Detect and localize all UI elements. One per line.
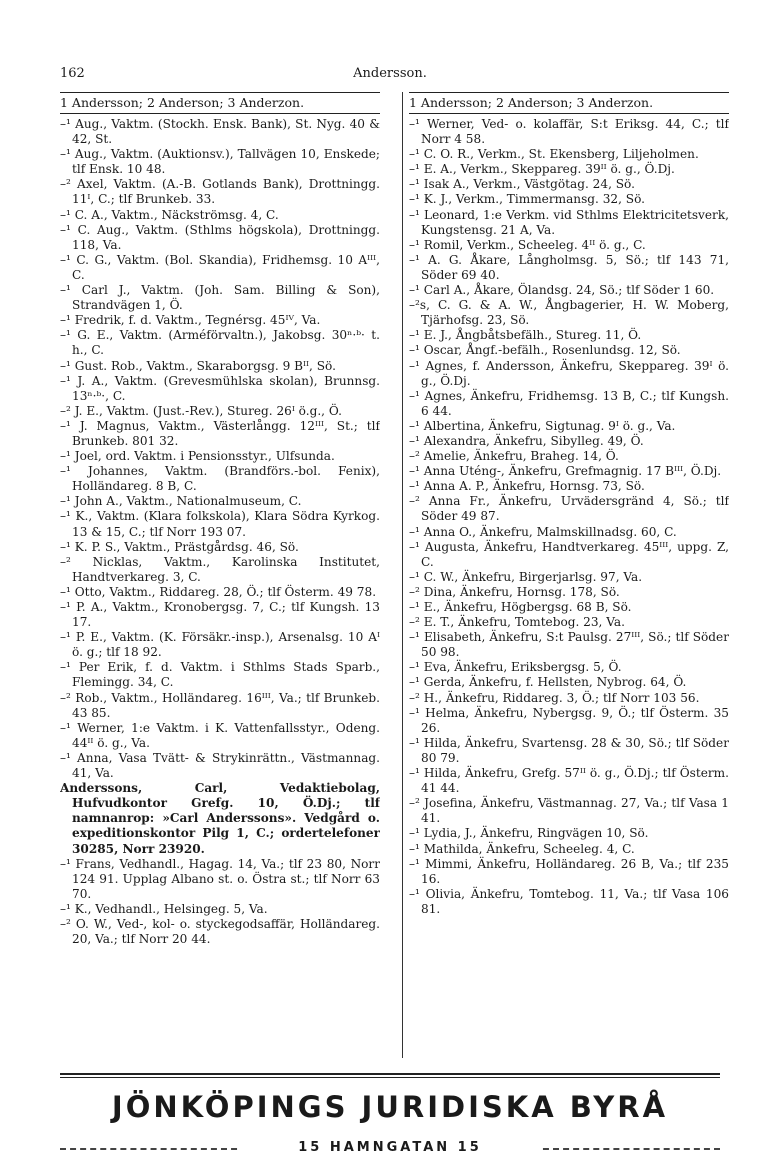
directory-entry: –² Rob., Vaktm., Holländareg. 16ᴵᴵᴵ, Va.; tlf Brunkeb. 43 85. <box>60 690 380 720</box>
page-number: 162 <box>60 66 85 81</box>
directory-entry: –¹ Gust. Rob., Vaktm., Skaraborgsg. 9 Bᴵᴵ, Sö. <box>60 358 336 373</box>
directory-entry: –¹ K. P. S., Vaktm., Prästgårdsg. 46, Sö. <box>60 539 299 554</box>
footer-rule-top <box>60 1073 720 1075</box>
directory-entry: –¹ C. Aug., Vaktm. (Sthlms högskola), Drottningg. 118, Va. <box>60 222 380 252</box>
left-column-heading: 1 Andersson; 2 Anderson; 3 Anderzon. <box>60 92 380 114</box>
directory-entry: –¹ C. G., Vaktm. (Bol. Skandia), Fridhemsg. 10 Aᴵᴵᴵ, C. <box>60 252 380 282</box>
directory-entry: –² Axel, Vaktm. (A.-B. Gotlands Bank), Drottningg. 11ᴵ, C.; tlf Brunkeb. 33. <box>60 177 380 207</box>
directory-entry: –¹ C. O. R., Verkm., St. Ekensberg, Liljeholmen. <box>409 147 699 162</box>
directory-entry: –¹ C. W., Änkefru, Birgerjarlsg. 97, Va. <box>409 569 643 584</box>
directory-entry: –¹ Eva, Änkefru, Eriksbergsg. 5, Ö. <box>409 660 622 675</box>
directory-entry: –¹ Per Erik, f. d. Vaktm. i Sthlms Stads Sparb., Flemingg. 34, C. <box>60 660 380 690</box>
directory-entry: –¹ Agnes, Änkefru, Fridhemsg. 13 B, C.; tlf Kungsh. 6 44. <box>409 388 729 418</box>
directory-entry: –² Josefina, Änkefru, Västmannag. 27, Va.; tlf Vasa 1 41. <box>409 796 729 826</box>
directory-entry: –¹ Joel, ord. Vaktm. i Pensionsstyr., Ulfsunda. <box>60 449 335 464</box>
directory-entry: –¹ Anna A. P., Änkefru, Hornsg. 73, Sö. <box>409 479 645 494</box>
footer-rule-thin <box>60 1077 720 1078</box>
directory-entry: –²s, C. G. & A. W., Ångbagerier, H. W. Moberg, Tjärhofsg. 23, Sö. <box>409 298 729 328</box>
page-title: Andersson. <box>353 66 427 81</box>
right-column <box>409 92 729 1058</box>
advertisement-address: 15 HAMNGATAN 15 <box>240 1140 540 1155</box>
directory-entry: –¹ Werner, 1:e Vaktm. i K. Vattenfallsstyr., Odeng. 44ᴵᴵ ö. g., Va. <box>60 720 380 750</box>
directory-entry: –¹ J. Magnus, Vaktm., Västerlångg. 12ᴵᴵᴵ, St.; tlf Brunkeb. 801 32. <box>60 418 380 448</box>
directory-entry: –¹ K. J., Verkm., Timmermansg. 32, Sö. <box>409 192 645 207</box>
directory-entry: –¹ John A., Vaktm., Nationalmuseum, C. <box>60 494 302 509</box>
directory-entry: –¹ K., Vaktm. (Klara folkskola), Klara Södra Kyrkog. 13 & 15, C.; tlf Norr 193 07. <box>60 509 380 539</box>
directory-entry: –¹ Augusta, Änkefru, Handtverkareg. 45ᴵᴵᴵ, uppg. Z, C. <box>409 539 729 569</box>
directory-entry: –² E. T., Änkefru, Tomtebog. 23, Va. <box>409 615 625 630</box>
right-column-heading: 1 Andersson; 2 Anderson; 3 Anderzon. <box>409 92 729 114</box>
advertisement-title: JÖNKÖPINGS JURIDISKA BYRÅ <box>111 1090 669 1124</box>
directory-entry: –¹ Mimmi, Änkefru, Holländareg. 26 B, Va.; tlf 235 16. <box>409 856 729 886</box>
directory-entry: –¹ Carl J., Vaktm. (Joh. Sam. Billing & Son), Strandvägen 1, Ö. <box>60 283 380 313</box>
directory-entry: –¹ Olivia, Änkefru, Tomtebog. 11, Va.; tlf Vasa 106 81. <box>409 886 729 916</box>
directory-entry: –¹ G. E., Vaktm. (Arméförvaltn.), Jakobsg. 30ⁿ·ᵇ· t. h., C. <box>60 328 380 358</box>
directory-entry: –¹ Oscar, Ångf.-befälh., Rosenlundsg. 12, Sö. <box>409 343 681 358</box>
column-divider <box>402 92 403 1058</box>
directory-entry: –¹ Hilda, Änkefru, Grefg. 57ᴵᴵ ö. g., Ö.Dj.; tlf Österm. 41 44. <box>409 766 729 796</box>
directory-entry: –¹ Agnes, f. Andersson, Änkefru, Skeppareg. 39ᴵ ö. g., Ö.Dj. <box>409 358 729 388</box>
directory-entry: –¹ Romil, Verkm., Scheeleg. 4ᴵᴵ ö. g., C. <box>409 237 646 252</box>
directory-entry: –¹ Fredrik, f. d. Vaktm., Tegnérsg. 45ᴵⱽ, Va. <box>60 313 321 328</box>
directory-entry: –¹ E. A., Verkm., Skeppareg. 39ᴵᴵ ö. g., Ö.Dj. <box>409 162 675 177</box>
directory-entry: –² H., Änkefru, Riddareg. 3, Ö.; tlf Norr 103 56. <box>409 690 700 705</box>
directory-entry: –¹ Gerda, Änkefru, f. Hellsten, Nybrog. 64, Ö. <box>409 675 687 690</box>
directory-entry: –¹ Elisabeth, Änkefru, S:t Paulsg. 27ᴵᴵᴵ, Sö.; tlf Söder 50 98. <box>409 630 729 660</box>
directory-entry: –¹ Hilda, Änkefru, Svartensg. 28 & 30, Sö.; tlf Söder 80 79. <box>409 735 729 765</box>
directory-entry: –¹ Johannes, Vaktm. (Brandförs.-bol. Fenix), Holländareg. 8 B, C. <box>60 464 380 494</box>
directory-entry: –¹ Werner, Ved- o. kolaffär, S:t Eriksg. 44, C.; tlf Norr 4 58. <box>409 117 729 147</box>
directory-entry: –² Nicklas, Vaktm., Karolinska Institutet, Handtverkareg. 3, C. <box>60 554 380 584</box>
directory-entry: –¹ Mathilda, Änkefru, Scheeleg. 4, C. <box>409 841 635 856</box>
directory-entry: –¹ Anna Uténg-, Änkefru, Grefmagnig. 17 Bᴵᴵᴵ, Ö.Dj. <box>409 464 722 479</box>
directory-entry: –¹ Aug., Vaktm. (Auktionsv.), Tallvägen 10, Enskede; tlf Ensk. 10 48. <box>60 147 380 177</box>
directory-entry: –² Amelie, Änkefru, Braheg. 14, Ö. <box>409 449 619 464</box>
directory-entry: –¹ Albertina, Änkefru, Sigtunag. 9ᴵ ö. g., Va. <box>409 418 676 433</box>
directory-entry: –¹ P. E., Vaktm. (K. Försäkr.-insp.), Arsenalsg. 10 Aᴵ ö. g.; tlf 18 92. <box>60 630 380 660</box>
right-entry-list <box>409 117 729 917</box>
directory-entry: –¹ E., Änkefru, Högbergsg. 68 B, Sö. <box>409 600 632 614</box>
directory-entry: –¹ Otto, Vaktm., Riddareg. 28, Ö.; tlf Österm. 49 78. <box>60 584 377 599</box>
directory-entry: –¹ Isak A., Verkm., Västgötag. 24, Sö. <box>409 177 635 192</box>
directory-entry: –² O. W., Ved-, kol- o. styckegodsaffär, Holländareg. 20, Va.; tlf Norr 20 44. <box>60 916 380 947</box>
directory-entry: –¹ K., Vedhandl., Helsingeg. 5, Va. <box>60 901 268 916</box>
directory-entry: –² Anna Fr., Änkefru, Urvädersgränd 4, Sö.; tlf Söder 49 87. <box>409 494 729 524</box>
directory-entry: –¹ Leonard, 1:e Verkm. vid Sthlms Elektricitetsverk, Kungstensg. 21 A, Va. <box>409 207 729 237</box>
directory-entry: –¹ Carl A., Åkare, Ölandsg. 24, Sö.; tlf Söder 1 60. <box>409 283 715 298</box>
page-header <box>60 66 720 88</box>
directory-entry: –¹ E. J., Ångbåtsbefälh., Stureg. 11, Ö. <box>409 328 642 343</box>
company-entry: Anderssons, Carl, Vedaktiebolag, Hufvudkontor Grefg. 10, Ö.Dj.; tlf namnanrop: »Carl Anderssons». Vedgård o. expeditionskontor Pilg 1, C.; ordertelefoner 30285, Norr 23920. <box>60 781 380 856</box>
directory-entry: –¹ Helma, Änkefru, Nybergsg. 9, Ö.; tlf Österm. 35 26. <box>409 705 729 735</box>
directory-entry: –¹ C. A., Vaktm., Näckströmsg. 4, C. <box>60 207 279 222</box>
left-entry-list <box>60 117 380 947</box>
directory-entry: –¹ Frans, Vedhandl., Hagag. 14, Va.; tlf 23 80, Norr 124 91. Upplag Albano st. o. Östra st.; tlf Norr 63 70. <box>60 856 380 901</box>
directory-entry: –¹ Alexandra, Änkefru, Sibylleg. 49, Ö. <box>409 433 644 448</box>
directory-entry: –² Dina, Änkefru, Hornsg. 178, Sö. <box>409 584 620 599</box>
directory-entry: –¹ Lydia, J., Änkefru, Ringvägen 10, Sö. <box>409 826 649 841</box>
directory-entry: –¹ Aug., Vaktm. (Stockh. Ensk. Bank), St. Nyg. 40 & 42, St. <box>60 117 380 147</box>
directory-entry: –² J. E., Vaktm. (Just.-Rev.), Stureg. 26ᴵ ö.g., Ö. <box>60 403 342 418</box>
directory-entry: –¹ A. G. Åkare, Långholmsg. 5, Sö.; tlf 143 71, Söder 69 40. <box>409 252 729 282</box>
left-column <box>60 92 380 1058</box>
directory-entry: –¹ J. A., Vaktm. (Grevesmühlska skolan), Brunnsg. 13ⁿ·ᵇ·, C. <box>60 373 380 403</box>
directory-entry: –¹ Anna, Vasa Tvätt- & Strykinrättn., Västmannag. 41, Va. <box>60 750 380 781</box>
directory-entry: –¹ Anna O., Änkefru, Malmskillnadsg. 60, C. <box>409 524 677 539</box>
directory-entry: –¹ P. A., Vaktm., Kronobergsg. 7, C.; tlf Kungsh. 13 17. <box>60 600 380 630</box>
